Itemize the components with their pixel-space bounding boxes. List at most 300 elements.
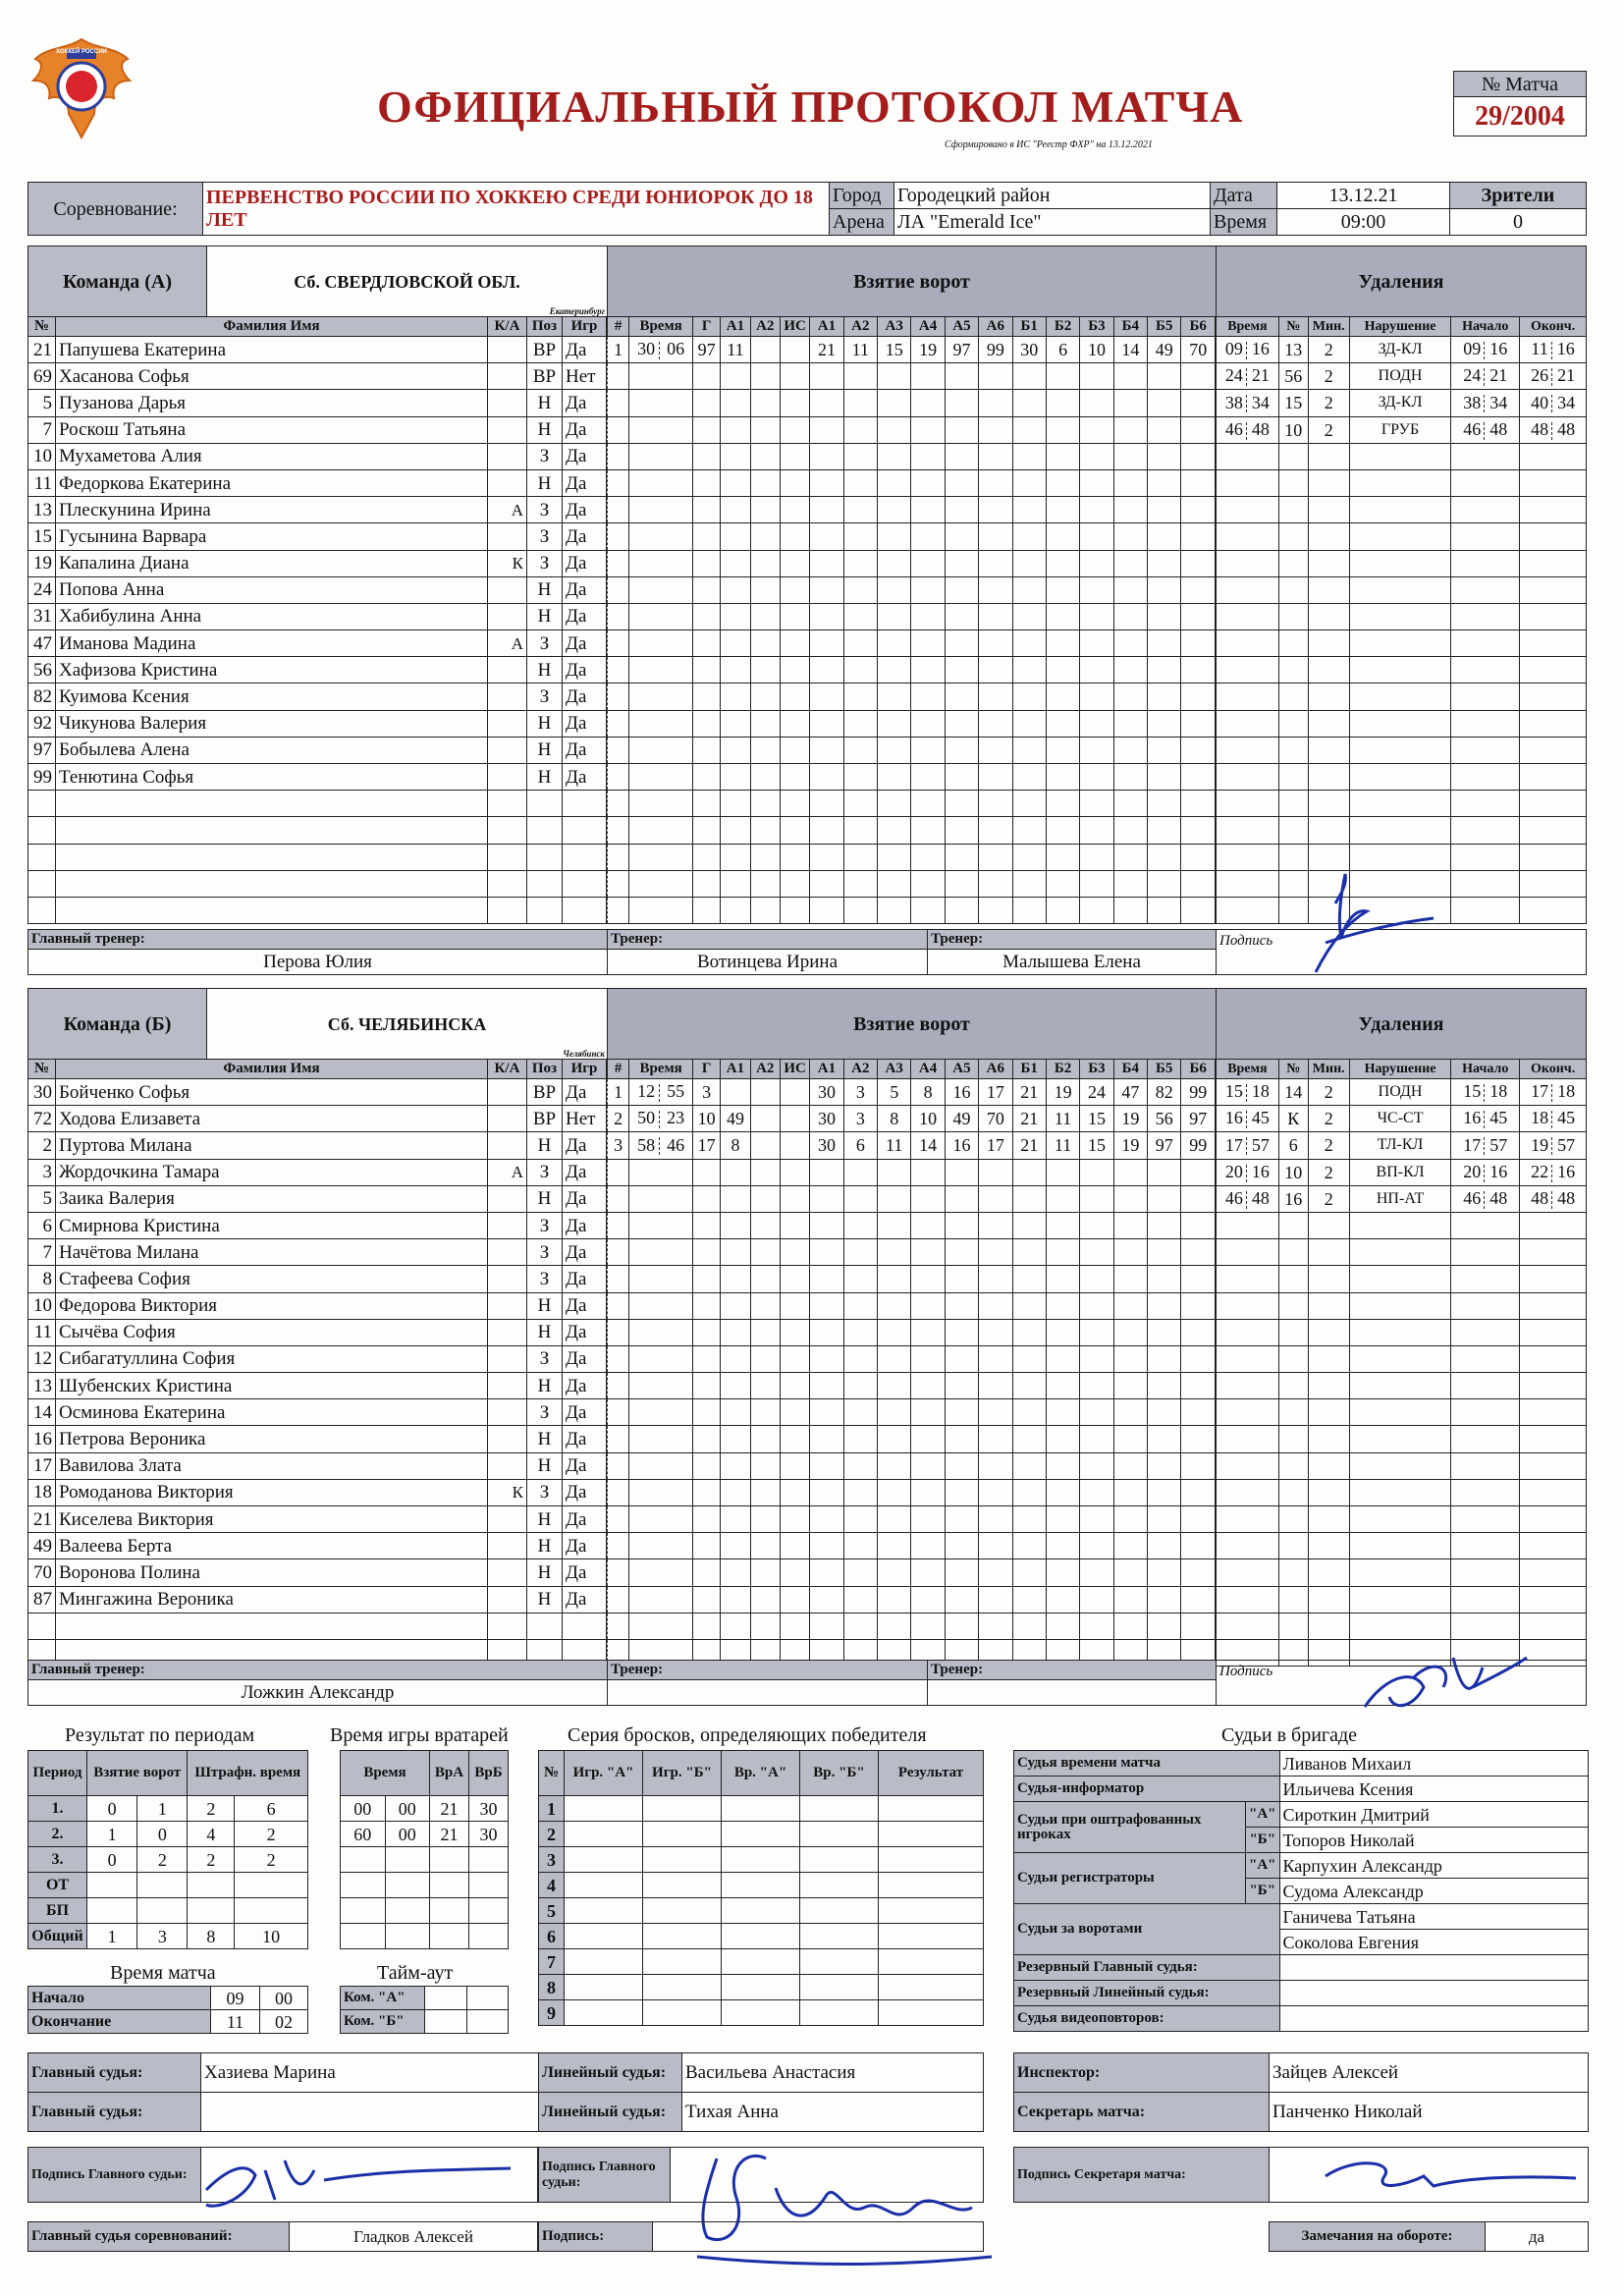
shootout-no: 7 [539, 1949, 565, 1975]
goal-on-ice: 97 [945, 337, 978, 363]
empty-cell [979, 1212, 1012, 1238]
shootout-h-gb: Вр. "Б" [800, 1751, 879, 1796]
empty-cell [1080, 1159, 1113, 1185]
player-pos: З [527, 1345, 563, 1372]
empty-cell [1080, 1185, 1113, 1212]
empty-cell [810, 1345, 843, 1372]
empty-cell [1520, 657, 1587, 683]
empty-cell [1148, 630, 1181, 657]
player-name: Чикунова Валерия [56, 710, 488, 737]
empty-cell [721, 1559, 750, 1586]
pen-min: 2 [1308, 1079, 1349, 1106]
competition-value: ПЕРВЕНСТВО РОССИИ ПО ХОККЕЮ СРЕДИ ЮНИОРОК ДО 18 ЛЕТ [203, 183, 830, 236]
empty-cell [1278, 1559, 1308, 1586]
pen-smm: 46 [1463, 418, 1482, 439]
player-played: Да [563, 1266, 607, 1292]
empty-cell [1520, 1373, 1587, 1399]
empty-cell [1181, 1345, 1216, 1372]
table-row [28, 1822, 308, 1847]
player-played: Да [563, 1239, 607, 1266]
table-row [28, 1924, 308, 1949]
pen-sep [1551, 1191, 1555, 1209]
empty-cell [1217, 657, 1279, 683]
goalie-t2: 00 [385, 1822, 430, 1847]
empty-cell [843, 469, 877, 496]
empty-cell [979, 1319, 1012, 1345]
player-name: Ромоданова Виктория [56, 1479, 488, 1505]
empty-cell [1148, 683, 1181, 710]
pen-sep [1551, 1137, 1555, 1155]
empty-cell [810, 1586, 843, 1613]
empty-cell [843, 1212, 877, 1238]
player-pos: З [527, 497, 563, 523]
empty-cell [629, 1479, 693, 1505]
empty-cell [878, 1479, 911, 1505]
goal-on-ice: 8 [911, 1079, 945, 1106]
empty-cell [810, 737, 843, 763]
empty-cell [1012, 657, 1046, 683]
pen-ss: 48 [1251, 1187, 1270, 1208]
empty-cell [979, 1613, 1012, 1639]
table-row [1217, 1533, 1587, 1559]
goal-on-ice: 21 [1012, 1132, 1046, 1159]
table-row [608, 469, 1216, 496]
empty-cell [843, 1559, 877, 1586]
goal-time [629, 1106, 693, 1132]
table-row [28, 1426, 607, 1452]
empty-cell [843, 710, 877, 737]
goal-on-ice: 10 [1080, 337, 1113, 363]
empty-cell [692, 683, 720, 710]
empty-cell [1217, 710, 1279, 737]
player-name: Куимова Ксения [56, 683, 488, 710]
empty-cell [643, 1873, 722, 1898]
empty-cell [1113, 1292, 1147, 1319]
player-name: Федоркова Екатерина [56, 469, 488, 496]
empty-cell [945, 870, 978, 897]
timeout-table [340, 1986, 509, 2034]
roster-h-no: № [28, 317, 56, 337]
table-row [341, 1924, 509, 1949]
empty-cell [721, 1426, 750, 1452]
empty-cell [945, 1373, 978, 1399]
table-row [539, 1822, 984, 1847]
empty-cell [692, 576, 720, 603]
empty-cell [1080, 1506, 1113, 1533]
empty-cell [1113, 469, 1147, 496]
empty-cell [629, 1613, 693, 1639]
empty-cell [843, 497, 877, 523]
empty-cell [692, 1613, 720, 1639]
empty-cell [750, 817, 780, 844]
empty-cell [810, 657, 843, 683]
empty-cell [1148, 603, 1181, 629]
player-no: 14 [28, 1399, 56, 1426]
empty-cell [1113, 1345, 1147, 1372]
goals-h-own: Б6 [1181, 317, 1216, 337]
player-ka [488, 1319, 527, 1345]
empty-cell [878, 497, 911, 523]
empty-cell [1080, 603, 1113, 629]
empty-cell [1181, 897, 1216, 923]
table-row [1217, 1345, 1587, 1372]
player-name: Пуртова Милана [56, 1132, 488, 1159]
player-name: Иманова Мадина [56, 630, 488, 657]
shootout-h-pb: Игр. "Б" [643, 1751, 722, 1796]
player-no: 6 [28, 1212, 56, 1238]
empty-cell [692, 550, 720, 576]
goal-on-ice: 11 [1046, 1132, 1079, 1159]
empty-cell [1349, 1559, 1451, 1586]
team-b-roster [27, 1059, 607, 1667]
period-goals-a [87, 1873, 137, 1898]
player-pos: Н [527, 657, 563, 683]
table-row [28, 1796, 308, 1822]
goals-h-own: Б5 [1148, 1060, 1181, 1079]
empty-cell [1046, 576, 1079, 603]
shootout-no: 3 [539, 1847, 565, 1873]
table-row [28, 1373, 607, 1399]
empty-cell [911, 791, 945, 817]
empty-cell [979, 764, 1012, 791]
table-row [341, 1873, 509, 1898]
empty-cell [643, 1924, 722, 1949]
empty-cell [1520, 1586, 1587, 1613]
team-a-coach1: Вотинцева Ирина [608, 950, 928, 975]
player-name: Петрова Вероника [56, 1426, 488, 1452]
player-ka [488, 737, 527, 763]
empty-cell [800, 2000, 879, 2026]
pen-viol: ЗД-КЛ [1349, 337, 1451, 363]
pen-start [1451, 1079, 1520, 1106]
empty-cell [608, 1373, 629, 1399]
team-a-header [27, 246, 1587, 317]
informer-label: Судья-информатор [1014, 1777, 1280, 1802]
empty-cell [1278, 817, 1308, 844]
empty-cell [1046, 1373, 1079, 1399]
table-row [608, 791, 1216, 817]
spectators-label: Зрители [1450, 183, 1587, 209]
empty-cell [1012, 1613, 1046, 1639]
empty-cell [1349, 550, 1451, 576]
empty-cell [721, 791, 750, 817]
player-ka [488, 1239, 527, 1266]
goalie-h-vra: ВрА [430, 1751, 469, 1796]
table-row [1217, 1266, 1587, 1292]
empty-cell [1308, 1452, 1349, 1479]
empty-cell [878, 1212, 911, 1238]
pen-sep [1551, 395, 1555, 412]
empty-cell [800, 1949, 879, 1975]
empty-cell [878, 1399, 911, 1426]
table-row [539, 2000, 984, 2026]
empty-cell [780, 497, 809, 523]
empty-cell [810, 416, 843, 443]
empty-cell [1181, 1613, 1216, 1639]
table-row [28, 870, 607, 897]
empty-cell [692, 1345, 720, 1372]
empty-cell [1217, 1452, 1279, 1479]
recorder-a-tag: "А" [1246, 1853, 1280, 1879]
table-row [608, 1345, 1216, 1372]
empty-cell [1349, 1452, 1451, 1479]
empty-cell [878, 630, 911, 657]
empty-cell [780, 844, 809, 870]
empty-cell [1520, 1559, 1587, 1586]
empty-cell [608, 657, 629, 683]
empty-cell [1451, 1399, 1520, 1426]
empty-cell [692, 1426, 720, 1452]
pen-no: 16 [1278, 1185, 1308, 1212]
pen-min: 2 [1308, 1106, 1349, 1132]
empty-cell [721, 764, 750, 791]
empty-cell [979, 897, 1012, 923]
timeout-title: Тайм-аут [377, 1962, 454, 1984]
recorder-b-tag: "Б" [1246, 1879, 1280, 1904]
empty-cell [1012, 764, 1046, 791]
goal-on-ice: 10 [911, 1106, 945, 1132]
player-no: 2 [28, 1132, 56, 1159]
empty-cell [608, 576, 629, 603]
empty-cell [692, 390, 720, 416]
timeout-a-value [425, 1987, 467, 2010]
empty-cell [1349, 603, 1451, 629]
empty-cell [1012, 630, 1046, 657]
sign-box [538, 2221, 984, 2252]
empty-cell [385, 1898, 430, 1924]
player-name: Федорова Виктория [56, 1292, 488, 1319]
empty-cell [979, 817, 1012, 844]
empty-cell [527, 870, 563, 897]
empty-cell [1080, 897, 1113, 923]
pen-viol: ГРУБ [1349, 416, 1451, 443]
table-row [1217, 443, 1587, 469]
pen-sep [1246, 1165, 1250, 1182]
goals-h-a1: А1 [721, 317, 750, 337]
empty-cell [1181, 497, 1216, 523]
pen-min: 2 [1308, 1159, 1349, 1185]
empty-cell [878, 683, 911, 710]
goal-is [780, 337, 809, 363]
date-value: 13.12.21 [1277, 183, 1450, 209]
shootout-no: 9 [539, 2000, 565, 2026]
empty-cell [1012, 1239, 1046, 1266]
empty-cell [721, 844, 750, 870]
goal-a1: 8 [721, 1132, 750, 1159]
empty-cell [721, 1452, 750, 1479]
empty-cell [1217, 469, 1279, 496]
pen-mm: 24 [1224, 365, 1243, 386]
empty-cell [692, 1506, 720, 1533]
goals-h-own: Б1 [1012, 1060, 1046, 1079]
pen-h-no: № [1278, 317, 1308, 337]
empty-cell [1046, 469, 1079, 496]
empty-cell [1046, 1212, 1079, 1238]
empty-cell [1148, 390, 1181, 416]
empty-cell [1181, 363, 1216, 390]
pen-h-viol: Нарушение [1349, 317, 1451, 337]
empty-cell [979, 737, 1012, 763]
player-pos: Н [527, 603, 563, 629]
empty-cell [945, 683, 978, 710]
periods-h-goals: Взятие ворот [87, 1751, 188, 1796]
shootout-h-no: № [539, 1751, 565, 1796]
shootout-table [538, 1750, 984, 2026]
empty-cell [1217, 1506, 1279, 1533]
empty-cell [692, 416, 720, 443]
empty-cell [430, 1873, 469, 1898]
line-referee-2: Тихая Анна [682, 2093, 984, 2132]
goalie-t1: 60 [341, 1822, 386, 1847]
empty-cell [780, 1292, 809, 1319]
empty-cell [721, 1266, 750, 1292]
empty-cell [750, 497, 780, 523]
empty-cell [1278, 550, 1308, 576]
empty-cell [721, 1239, 750, 1266]
player-played: Да [563, 683, 607, 710]
empty-cell [878, 576, 911, 603]
empty-cell [945, 1292, 978, 1319]
empty-cell [750, 1533, 780, 1559]
empty-cell [608, 1266, 629, 1292]
empty-cell [878, 1426, 911, 1452]
pen-sep [1246, 1137, 1250, 1155]
remarks-box [1269, 2221, 1589, 2252]
player-ka: К [488, 1479, 527, 1505]
empty-cell [780, 523, 809, 550]
empty-cell [1520, 817, 1587, 844]
table-row [28, 764, 607, 791]
empty-cell [911, 1586, 945, 1613]
empty-cell [1520, 469, 1587, 496]
empty-cell [629, 1159, 693, 1185]
empty-cell [1080, 550, 1113, 576]
goalie-time-table [340, 1750, 509, 1949]
empty-cell [810, 791, 843, 817]
table-row [1217, 1399, 1587, 1426]
empty-cell [878, 1506, 911, 1533]
player-name: Мингажина Вероника [56, 1586, 488, 1613]
empty-cell [911, 1613, 945, 1639]
shootout-no: 6 [539, 1924, 565, 1949]
empty-cell [911, 817, 945, 844]
goal-a2 [750, 337, 780, 363]
empty-cell [1308, 1533, 1349, 1559]
goal-sep [659, 1084, 665, 1102]
empty-cell [750, 416, 780, 443]
empty-cell [1520, 1239, 1587, 1266]
empty-cell [911, 737, 945, 763]
player-no: 19 [28, 550, 56, 576]
empty-cell [608, 363, 629, 390]
table-row [608, 576, 1216, 603]
table-row [608, 1079, 1216, 1106]
empty-cell [1181, 469, 1216, 496]
empty-cell [629, 576, 693, 603]
sign-label: Подпись: [539, 2222, 653, 2252]
empty-cell [1217, 1266, 1279, 1292]
empty-cell [1217, 630, 1279, 657]
table-row [1217, 363, 1587, 390]
empty-cell [1080, 737, 1113, 763]
empty-cell [843, 1586, 877, 1613]
empty-cell [563, 897, 607, 923]
roster-h-ka: К/А [488, 317, 527, 337]
empty-cell [608, 1399, 629, 1426]
empty-cell [608, 550, 629, 576]
empty-cell [1181, 1426, 1216, 1452]
remarks-value: да [1486, 2222, 1589, 2252]
team-b-coach2-label: Тренер: [928, 1661, 1217, 1680]
period-goals-a: 0 [87, 1847, 137, 1873]
empty-cell [945, 1479, 978, 1505]
empty-cell [979, 683, 1012, 710]
empty-cell [1148, 363, 1181, 390]
team-b-penalties-title: Удаления [1217, 989, 1587, 1060]
empty-cell [563, 870, 607, 897]
empty-cell [911, 1185, 945, 1212]
goal-scorer: 10 [692, 1106, 720, 1132]
table-row [608, 550, 1216, 576]
table-row [1217, 603, 1587, 629]
player-name: Плескунина Ирина [56, 497, 488, 523]
goals-h-own: Б5 [1148, 317, 1181, 337]
empty-cell [1148, 817, 1181, 844]
empty-cell [945, 576, 978, 603]
empty-cell [722, 1949, 800, 1975]
empty-cell [1080, 390, 1113, 416]
empty-cell [1308, 657, 1349, 683]
table-row [608, 416, 1216, 443]
empty-cell [1451, 710, 1520, 737]
line-referee-label: Линейный судья: [539, 2053, 682, 2093]
table-row [1217, 523, 1587, 550]
empty-cell [810, 363, 843, 390]
period-label: БП [28, 1898, 87, 1924]
empty-cell [911, 710, 945, 737]
empty-cell [721, 523, 750, 550]
empty-cell [1520, 710, 1587, 737]
pen-time [1217, 1132, 1279, 1159]
empty-cell [1181, 603, 1216, 629]
player-played: Да [563, 764, 607, 791]
empty-cell [780, 1586, 809, 1613]
pen-ess: 34 [1557, 392, 1576, 412]
start-min: 00 [260, 1987, 308, 2010]
empty-cell [1308, 576, 1349, 603]
empty-cell [843, 576, 877, 603]
empty-cell [979, 1533, 1012, 1559]
empty-cell [810, 1159, 843, 1185]
empty-cell [1181, 1533, 1216, 1559]
empty-cell [1113, 683, 1147, 710]
table-row [608, 1479, 1216, 1505]
empty-cell [385, 1847, 430, 1873]
table-row [608, 870, 1216, 897]
arena-label: Арена [830, 209, 894, 236]
empty-cell [1012, 1266, 1046, 1292]
player-played: Да [563, 1345, 607, 1372]
table-row [28, 1506, 607, 1533]
empty-cell [1308, 1426, 1349, 1452]
player-ka [488, 1345, 527, 1372]
player-ka [488, 1586, 527, 1613]
player-no: 7 [28, 1239, 56, 1266]
empty-cell [608, 523, 629, 550]
empty-cell [979, 710, 1012, 737]
empty-cell [629, 523, 693, 550]
shootout-h-pa: Игр. "А" [565, 1751, 643, 1796]
